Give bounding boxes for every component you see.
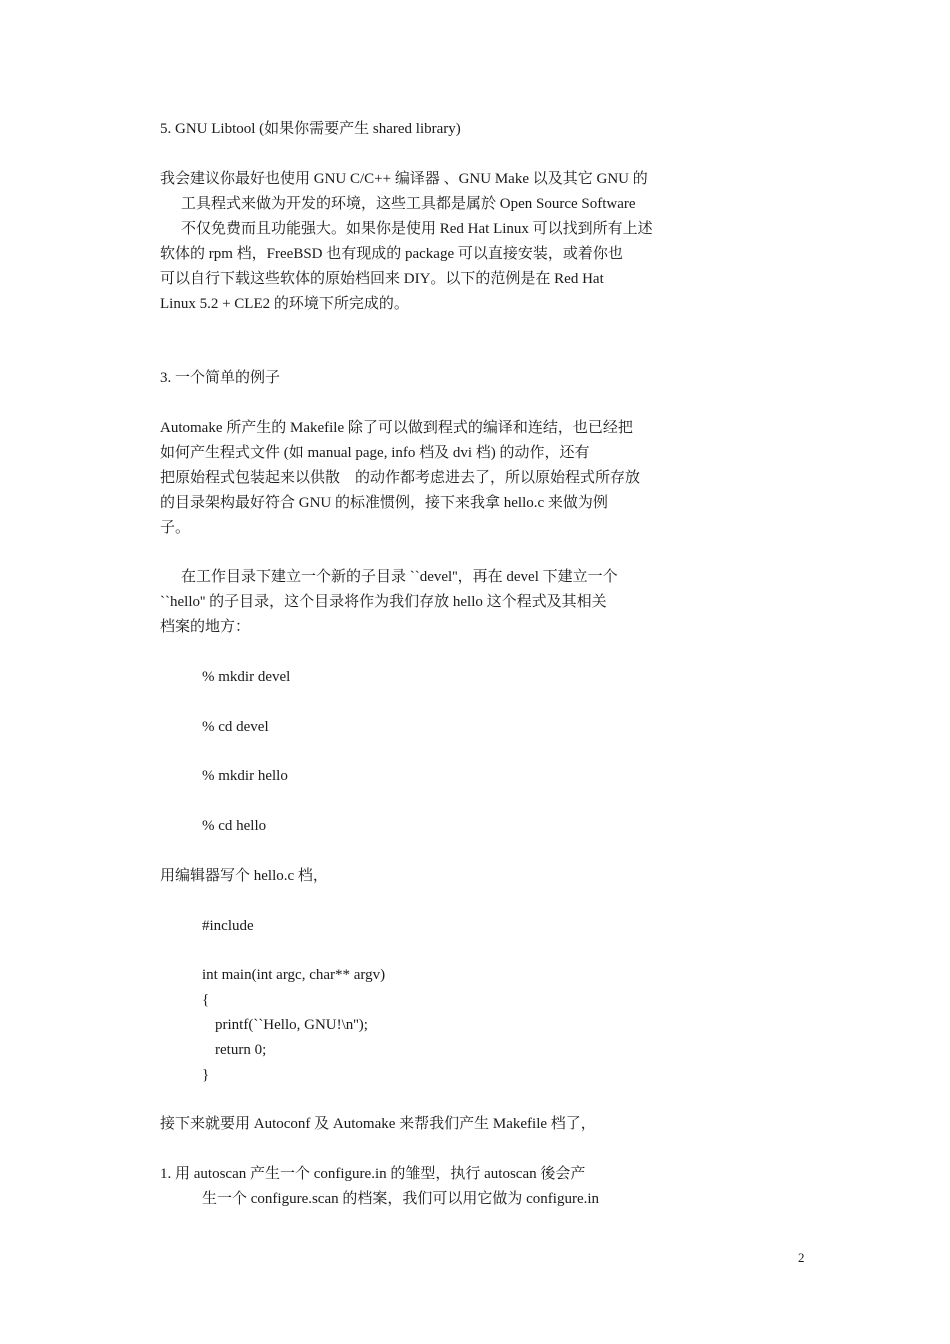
- paragraph-line: 接下来就要用 Autoconf 及 Automake 来帮我们产生 Makefile 档了，: [160, 1116, 596, 1132]
- page-number: 2: [798, 1250, 805, 1265]
- paragraph-line: Automake 所产生的 Makefile 除了可以做到程式的编译和连结，也已经把: [160, 420, 633, 436]
- paragraph-line: 的目录架构最好符合 GNU 的标准惯例，接下来我拿 hello.c 来做为例: [160, 495, 608, 511]
- section-heading: 3. 一个简单的例子: [160, 370, 281, 386]
- code-line: #include: [202, 918, 254, 934]
- command-line: % cd hello: [202, 818, 267, 834]
- paragraph-line: 在工作目录下建立一个新的子目录 ``devel''，再在 devel 下建立一个: [181, 569, 618, 585]
- paragraph-line: 如何产生程式文件 (如 manual page, info 档及 dvi 档) 的动作，还有: [160, 445, 590, 461]
- paragraph-line: 软体的 rpm 档，FreeBSD 也有现成的 package 可以直接安装，或着你也: [160, 246, 623, 262]
- command-line: % cd devel: [202, 719, 269, 735]
- code-line: }: [202, 1067, 210, 1083]
- list-item-libtool: 5. GNU Libtool (如果你需要产生 shared library): [160, 121, 461, 137]
- code-line: int main(int argc, char** argv): [202, 967, 386, 983]
- paragraph-line: 生一个 configure.scan 的档案，我们可以用它做为 configure.in: [202, 1191, 600, 1207]
- code-line: printf(``Hello, GNU!\n'');: [215, 1017, 368, 1033]
- command-line: % mkdir hello: [202, 768, 288, 784]
- list-item-autoscan: 1. 用 autoscan 产生一个 configure.in 的雏型，执行 autoscan 後会产: [160, 1166, 586, 1182]
- paragraph-line: 可以自行下载这些软体的原始档回来 DIY。以下的范例是在 Red Hat: [160, 271, 604, 287]
- code-line: return 0;: [215, 1042, 267, 1058]
- paragraph-line: Linux 5.2 + CLE2 的环境下所完成的。: [160, 296, 409, 312]
- paragraph-line: 不仅免费而且功能强大。如果你是使用 Red Hat Linux 可以找到所有上述: [181, 221, 653, 237]
- paragraph-line: 工具程式来做为开发的环境，这些工具都是属於 Open Source Software: [181, 196, 636, 212]
- paragraph-line: 把原始程式包装起来以供散 的动作都考虑进去了，所以原始程式所存放: [160, 470, 641, 486]
- paragraph-line: ``hello'' 的子目录，这个目录将作为我们存放 hello 这个程式及其相关: [160, 594, 607, 610]
- paragraph-line: 档案的地方：: [160, 619, 251, 635]
- paragraph-line: 用编辑器写个 hello.c 档，: [160, 868, 328, 884]
- code-line: {: [202, 992, 210, 1008]
- paragraph-line: 我会建议你最好也使用 GNU C/C++ 编译器 、GNU Make 以及其它 GNU 的: [160, 171, 648, 187]
- paragraph-line: 子。: [160, 520, 191, 536]
- command-line: % mkdir devel: [202, 669, 291, 685]
